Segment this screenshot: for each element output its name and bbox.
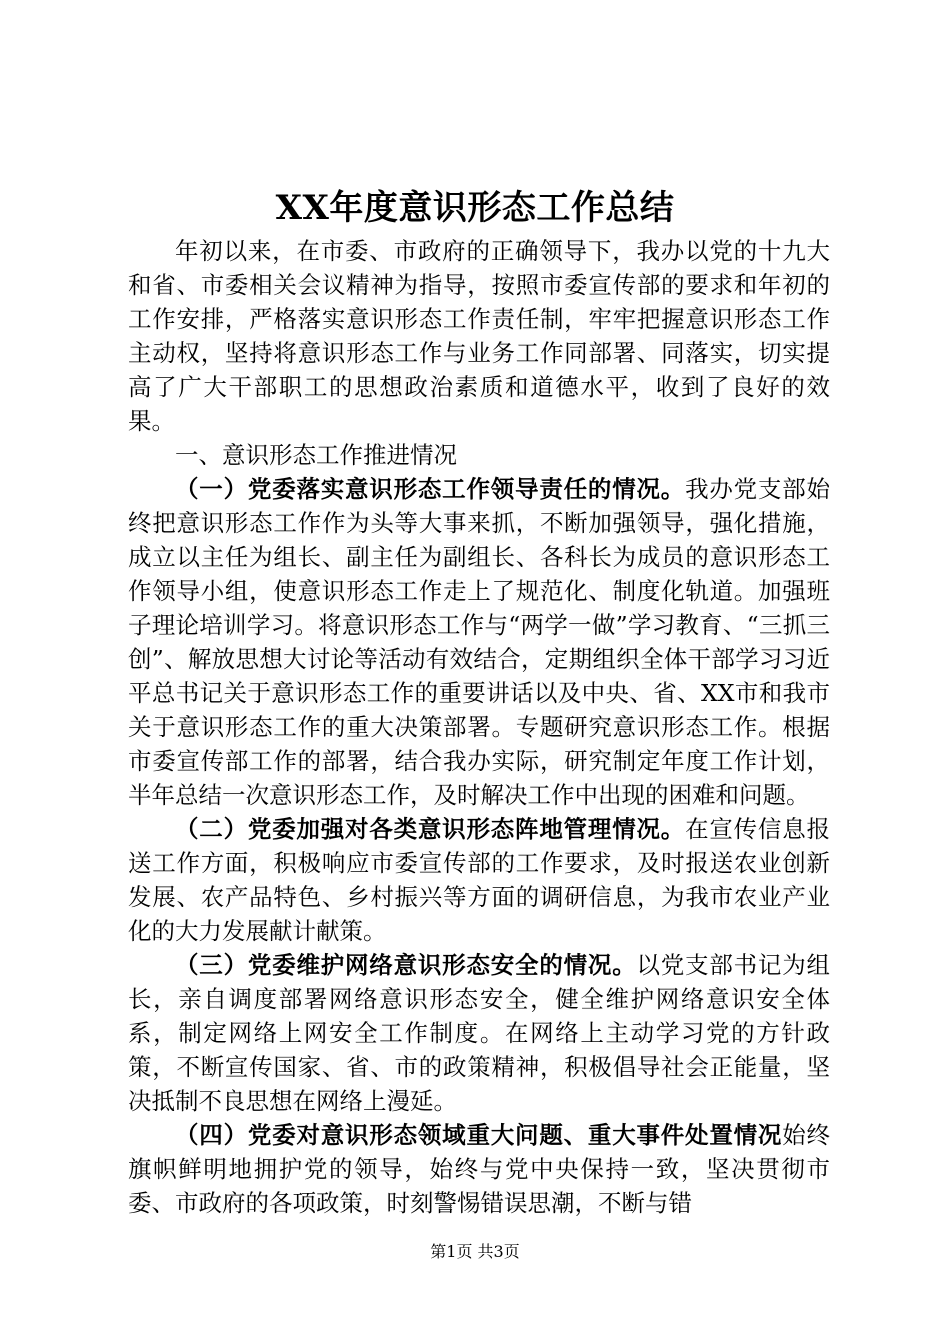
document-title: XX年度意识形态工作总结: [275, 188, 675, 228]
item-text-4: 始终旗帜鲜明地拥护党的领导，始终与党中央保持一致，坚决贯彻市委、市政府的各项政策，时刻警惕错误思潮，不断与错: [128, 1121, 831, 1217]
item-paragraph-1: [128, 472, 830, 812]
item-paragraph-2: [128, 812, 830, 948]
item-text-3: 以党支部书记为组长，亲自调度部署网络意识形态安全，健全维护网络意识安全体系，制定网络上网安全工作制度。在网络上主动学习党的方针政策，不断宣传国家、省、市的政策精神，积极倡导社会正能量，坚决抵制不良思想在网络上漫延。: [128, 951, 831, 1115]
item-heading-3: （三）党委维护网络意识形态安全的情况。: [175, 951, 637, 979]
item-heading-1: （一）党委落实意识形态工作领导责任的情况。: [175, 475, 686, 503]
item-text-2: 在宣传信息报送工作方面，积极响应市委宣传部的工作要求，及时报送农业创新发展、农产品特色、乡村振兴等方面的调研信息，为我市农业产业化的大力发展献计献策。: [128, 815, 831, 945]
intro-paragraph: 年初以来，在市委、市政府的正确领导下，我办以党的十九大和省、市委相关会议精神为指导，按照市委宣传部的要求和年初的工作安排，严格落实意识形态工作责任制，牢牢把握意识形态工作主动权，坚持将意识形态工作与业务工作同部署、同落实，切实提高了广大干部职工的思想政治素质和道德水平，收到了良好的效果。: [128, 237, 830, 435]
section-heading: 一、意识形态工作推进情况: [175, 441, 457, 469]
item-heading-4: （四）党委对意识形态领域重大问题、重大事件处置情况: [175, 1121, 783, 1149]
item-text-1: 我办党支部始终把意识形态工作作为头等大事来抓，不断加强领导，强化措施，成立以主任为组长、副主任为副组长、各科长为成员的意识形态工作领导小组，使意识形态工作走上了规范化、制度化轨道。加强班子理论培训学习。将意识形态工作与“两学一做”学习教育、“三抓三创”、解放思想大讨论等活动有效结合，定期组织全体干部学习习近平总书记关于意识形态工作的重要讲话以及中央、省、XX市和我市关于意识形态工作的重大决策部署。专题研究意识形态工作。根据市委宣传部工作的部署，结合我办实际，研究制定年度工作计划，半年总结一次意识形态工作，及时解决工作中出现的困难和问题。: [128, 475, 831, 809]
item-heading-2: （二）党委加强对各类意识形态阵地管理情况。: [175, 815, 686, 843]
item-paragraph-4: [128, 1118, 830, 1220]
page-footer: 第1页 共3页: [430, 1242, 520, 1261]
item-paragraph-3: [128, 948, 830, 1118]
document-body: [128, 234, 830, 1220]
